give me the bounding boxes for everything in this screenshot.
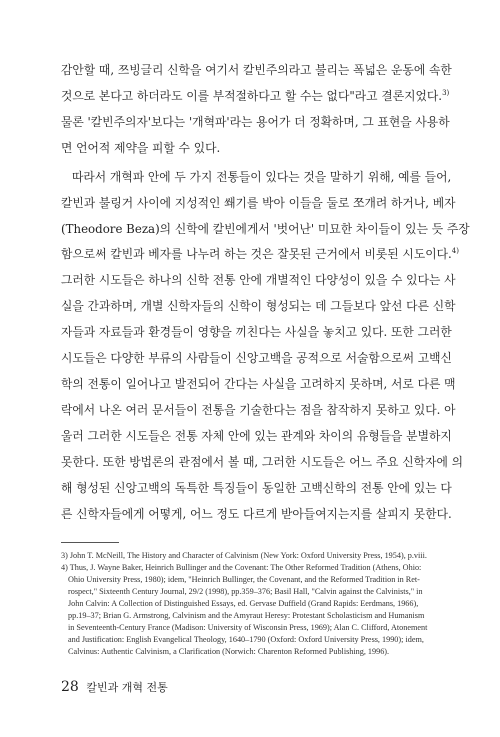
footnote-divider <box>61 542 119 543</box>
body-line-1: 감안할 때, 쯔빙글리 신학을 여기서 칼빈주의라고 불리는 폭넓은 운동에 속한 <box>61 63 452 77</box>
body-line-11: 자들과 자료들과 환경들이 영향을 끼친다는 사실을 놓치고 있다. 또한 그러한 <box>61 325 452 339</box>
body-line-10: 실을 간과하며, 개별 신학자들의 신학이 형성되는 데 그들보다 앞선 다른 신학 <box>61 299 456 313</box>
body-line-14: 락에서 나온 여러 문서들이 전통을 기술한다는 점을 참작하지 못하고 있다. 아 <box>61 403 456 417</box>
body-line-13: 학의 전통이 일어나고 발전되어 간다는 사실을 고려하지 못하며, 서로 다른 맥 <box>61 377 456 391</box>
body-line-5: 따라서 개혁파 안에 두 가지 전통들이 있다는 것을 말하기 위해, 예를 들어, <box>72 170 452 184</box>
footnote-3: 3) John T. McNeill, The History and Character of Calvinism (New York: Oxford University Press, 1954), p.viii. <box>61 551 427 560</box>
page-number: 28 <box>61 679 79 695</box>
body-line-9: 그러한 시도들은 하나의 신학 전통 안에 개별적인 다양성이 있을 수 있다는 사 <box>61 273 456 287</box>
body-line-2-text: 것으로 본다고 하더라도 이를 부적절하다고 할 수는 없다"라고 결론지었다. <box>61 89 443 103</box>
body-line-8 <box>61 246 459 263</box>
body-line-2 <box>61 88 450 105</box>
footnote-4-line-4: John Calvin: A Collection of Distinguished Essays, ed. Gervase Duffield (Grand Rapids: Eerdmans, 1966), <box>68 599 419 608</box>
body-line-16: 못한다. 또한 방법론의 관점에서 볼 때, 그러한 시도들은 어느 주요 신학자에 의 <box>61 455 464 469</box>
body-line-8-text: 함으로써 칼빈과 베자를 나누려 하는 것은 잘못된 근거에서 비롯된 시도이다. <box>61 247 452 261</box>
footnote-4-line-5: pp.19–37; Brian G. Armstrong, Calvinism and the Amyraut Heresy: Protestant Scholasticism and Humanism <box>68 611 425 620</box>
footnote-4-line-3: rospect," Sixteenth Century Journal, 29/2 (1998), pp.359–376; Basil Hall, "Calvin against the Calvinists," in <box>68 587 423 596</box>
body-line-4: 면 언어적 제약을 피할 수 있다. <box>61 141 221 155</box>
footnote-4-line-2: Ohio University Press, 1980); idem, "Heinrich Bullinger, the Covenant, and the Reformed Tradition in Ret- <box>68 575 420 584</box>
footnote-ref-4: 4) <box>451 247 459 256</box>
body-line-6: 칼빈과 불링거 사이에 지성적인 쐐기를 박아 이들을 둘로 쪼개려 하거나, 베자 <box>61 196 456 210</box>
footnote-ref-3: 3) <box>442 89 450 98</box>
footnote-4-line-6: in Seventeenth-Century France (Madison: University of Wisconsin Press, 1969); Alan C. Clifford, Atonement <box>68 623 428 632</box>
body-line-18: 른 신학자들에게 어떻게, 어느 정도 다르게 받아들여지는지를 살피지 못한다. <box>61 507 452 521</box>
body-line-3: 물론 '칼빈주의자'보다는 '개혁파'라는 용어가 더 정확하며, 그 표현을 사용하 <box>61 115 450 129</box>
running-title: 칼빈과 개혁 전통 <box>86 681 168 694</box>
body-line-7: (Theodore Beza)의 신학에 칼빈에게서 '벗어난' 미묘한 차이들이 있는 듯 주장 <box>61 222 470 236</box>
footnote-4-line-1: 4) Thus, J. Wayne Baker, Heinrich Bullinger and the Covenant: The Other Reformed Tradition (Athens, Ohio: <box>61 563 422 572</box>
page-footer <box>61 679 168 695</box>
body-line-15: 울러 그러한 시도들은 전통 자체 안에 있는 관계와 차이의 유형들을 분별하지 <box>61 429 452 443</box>
body-line-17: 해 형성된 신앙고백의 독특한 특징들이 동일한 고백신학의 전통 안에 있는 다 <box>61 481 452 495</box>
footnote-4-line-7: and Justification: English Evangelical Theology, 1640–1790 (Oxford: Oxford University Press, 1990); idem, <box>68 635 424 644</box>
footnote-4-line-8: Calvinus: Authentic Calvinism, a Clarification (Norwich: Charenton Reformed Publishing, 1996). <box>68 647 390 656</box>
body-line-12: 시도들은 다양한 부류의 사람들이 신앙고백을 공적으로 서술함으로써 고백신 <box>61 351 452 365</box>
